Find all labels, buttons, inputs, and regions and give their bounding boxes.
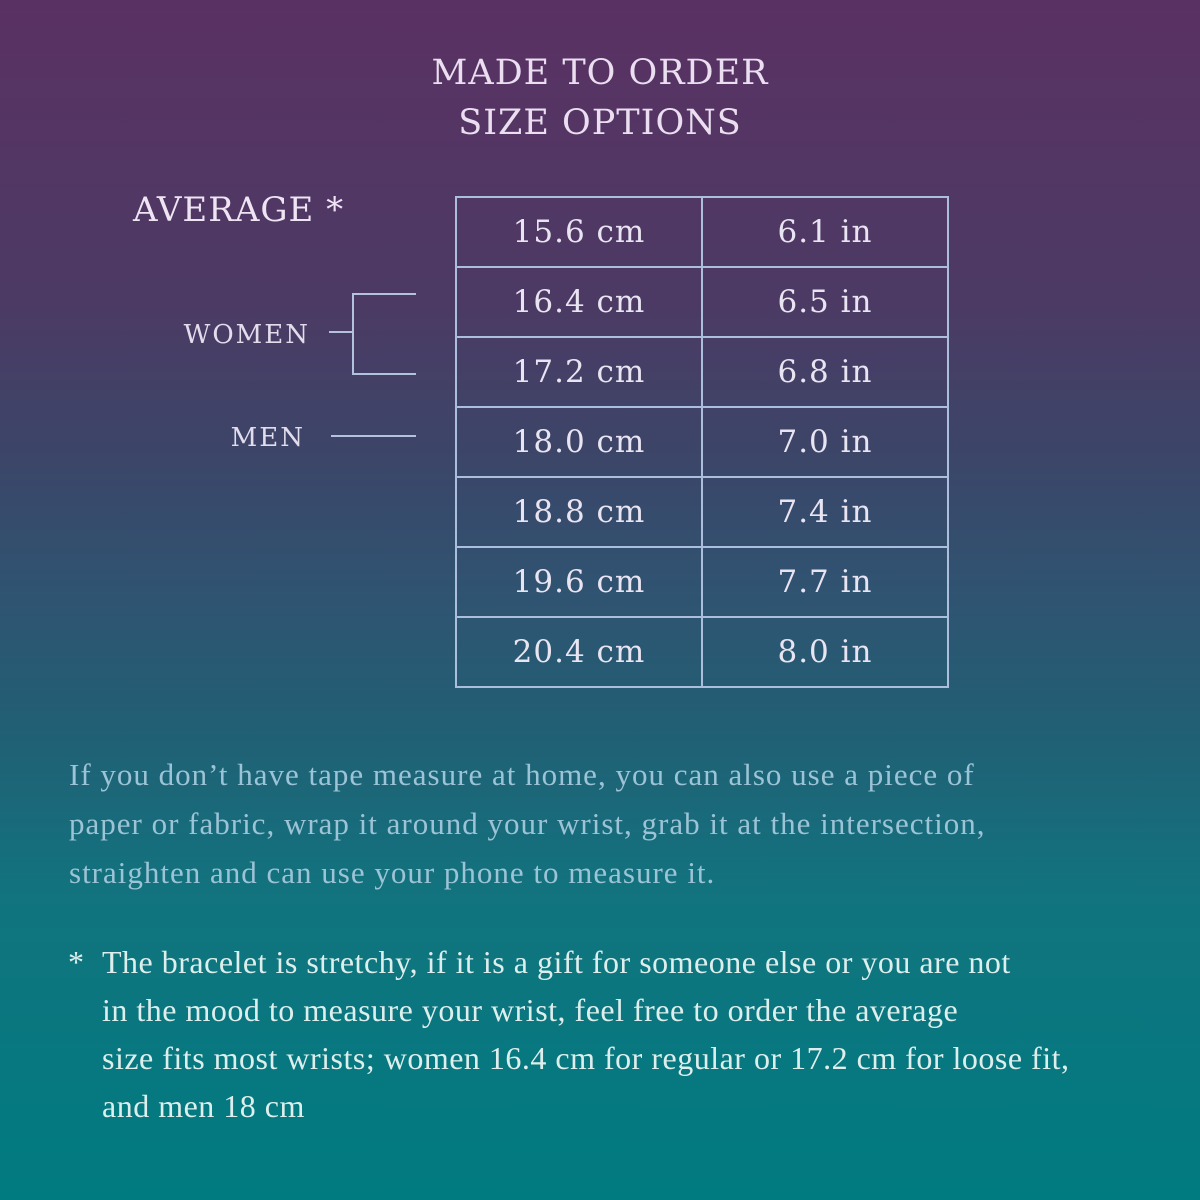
page-title [0, 48, 1200, 148]
inch-cell: 6.8 in [702, 337, 948, 407]
cm-cell: 18.8 cm [456, 477, 702, 547]
inch-cell: 7.0 in [702, 407, 948, 477]
inch-cell: 6.5 in [702, 267, 948, 337]
cm-cell: 18.0 cm [456, 407, 702, 477]
women-bracket-top-arm [352, 293, 416, 295]
average-size-note [68, 938, 1069, 1130]
size-table [455, 196, 949, 688]
measuring-tip-paragraph [69, 750, 985, 897]
asterisk-marker: * [68, 944, 85, 980]
average-label: AVERAGE * [133, 190, 345, 230]
women-connector-dash [329, 331, 352, 333]
note-line: in the mood to measure your wrist, feel free to order the average [102, 992, 959, 1028]
table-row [456, 267, 948, 337]
tip-line: straighten and can use your phone to measure it. [69, 855, 716, 890]
table-row [456, 477, 948, 547]
table-row [456, 337, 948, 407]
cm-cell: 17.2 cm [456, 337, 702, 407]
cm-cell: 16.4 cm [456, 267, 702, 337]
tip-line: paper or fabric, wrap it around your wrist, grab it at the intersection, [69, 806, 986, 841]
women-bracket-vertical [352, 293, 354, 375]
cm-cell: 20.4 cm [456, 617, 702, 687]
note-text [102, 938, 1069, 1130]
table-row [456, 617, 948, 687]
table-row [456, 547, 948, 617]
men-connector-line [331, 435, 416, 437]
men-label: MEN [230, 423, 305, 453]
inch-cell: 8.0 in [702, 617, 948, 687]
note-line: size fits most wrists; women 16.4 cm for regular or 17.2 cm for loose fit, [102, 1040, 1070, 1076]
inch-cell: 7.4 in [702, 477, 948, 547]
cm-cell: 19.6 cm [456, 547, 702, 617]
women-label: WOMEN [183, 320, 310, 350]
title-line-2: SIZE OPTIONS [458, 103, 742, 143]
inch-cell: 6.1 in [702, 197, 948, 267]
title-line-1: MADE TO ORDER [431, 53, 769, 93]
table-row [456, 407, 948, 477]
tip-line: If you don’t have tape measure at home, you can also use a piece of [69, 757, 975, 792]
women-bracket-bottom-arm [352, 373, 416, 375]
table-row [456, 197, 948, 267]
note-line: The bracelet is stretchy, if it is a gift for someone else or you are not [102, 944, 1011, 980]
inch-cell: 7.7 in [702, 547, 948, 617]
cm-cell: 15.6 cm [456, 197, 702, 267]
note-line: and men 18 cm [102, 1088, 305, 1124]
